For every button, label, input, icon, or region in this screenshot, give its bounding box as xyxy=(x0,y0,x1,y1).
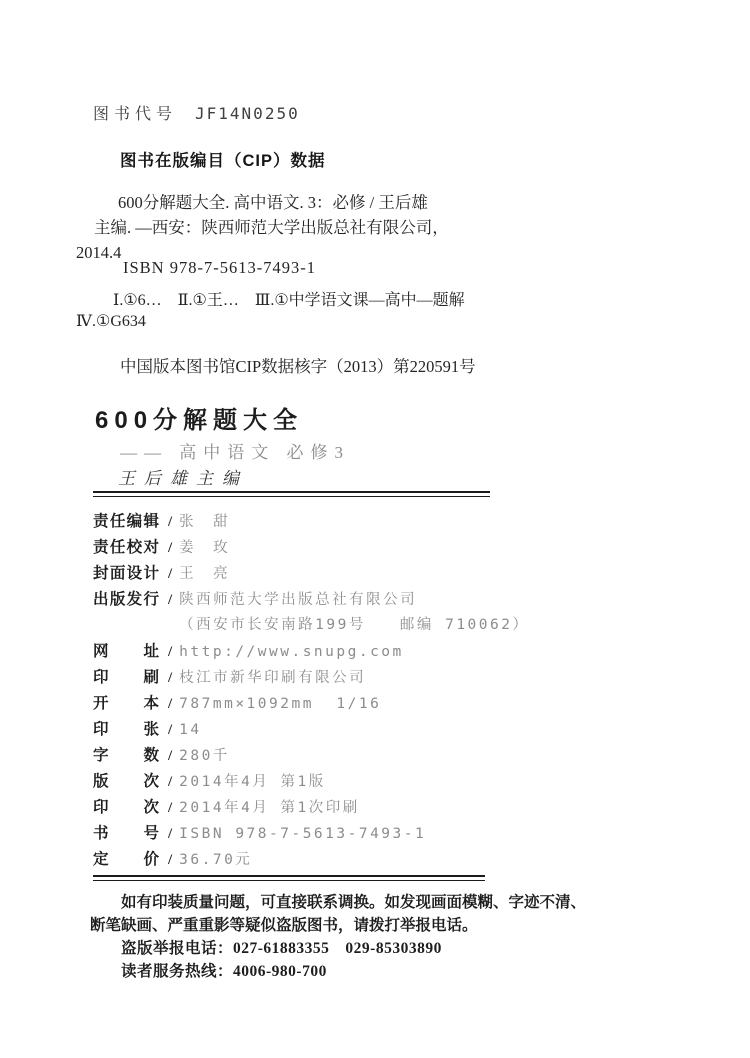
piracy-hotline: 盗版举报电话：027-61883355 029-85303890 xyxy=(121,940,442,957)
info-value: http://www.snupg.com xyxy=(179,644,404,660)
info-label: 版 次 xyxy=(93,773,159,790)
info-label: 责 任 校 对 xyxy=(93,539,159,556)
info-separator: / xyxy=(168,852,173,868)
info-separator: / xyxy=(168,540,173,556)
info-label: 印 次 xyxy=(93,799,159,816)
info-label: 字 数 xyxy=(93,747,159,764)
info-row xyxy=(93,821,529,847)
info-separator: / xyxy=(168,514,173,530)
info-label: 定 价 xyxy=(93,851,159,868)
info-value: 280千 xyxy=(179,748,230,764)
notice-line: 如有印装质量问题，可直接联系调换。如发现画面模糊、字迹不清、 xyxy=(121,894,587,911)
info-label: 印 刷 xyxy=(93,669,159,686)
info-value: 陕西师范大学出版总社有限公司 xyxy=(179,592,418,608)
info-row xyxy=(93,691,529,717)
info-label: 书 号 xyxy=(93,825,159,842)
book-code-line xyxy=(93,101,300,124)
info-row xyxy=(93,769,529,795)
book-code-value: JF14N0250 xyxy=(195,104,300,123)
info-separator: / xyxy=(168,592,173,608)
info-value: 36.70元 xyxy=(179,852,253,868)
notice-line: 断笔缺画、严重重影等疑似盗版图书，请拨打举报电话。 xyxy=(90,917,478,934)
info-row xyxy=(93,665,529,691)
divider-double-rule-bottom xyxy=(93,875,485,881)
isbn-line: ISBN 978-7-5613-7493-1 xyxy=(123,258,316,277)
cip-entry-line: 2014.4 xyxy=(76,243,122,262)
info-label: 出 版 发 行 xyxy=(93,591,159,608)
info-label: 开 本 xyxy=(93,695,159,712)
book-title: 600分解题大全 xyxy=(95,407,304,434)
info-row xyxy=(93,613,529,639)
info-label: 责 任 编 辑 xyxy=(93,513,159,530)
classification-line: Ⅳ.①G634 xyxy=(76,313,146,330)
info-separator: / xyxy=(168,774,173,790)
info-value: 姜 玫 xyxy=(179,540,231,556)
info-row xyxy=(93,743,529,769)
info-row xyxy=(93,639,529,665)
info-row xyxy=(93,717,529,743)
info-row xyxy=(93,587,529,613)
info-value: 张 甜 xyxy=(179,514,231,530)
info-separator: / xyxy=(168,670,173,686)
divider-double-rule-top xyxy=(93,491,490,497)
info-row xyxy=(93,535,529,561)
cip-entry xyxy=(76,190,449,265)
info-separator: / xyxy=(168,644,173,660)
book-code-label: 图书代号 xyxy=(93,106,178,123)
info-value: 王 亮 xyxy=(179,566,231,582)
cip-entry-line: 主编. —西安：陕西师范大学出版总社有限公司， xyxy=(94,218,449,237)
info-label: 印 张 xyxy=(93,721,159,738)
info-separator: / xyxy=(168,826,173,842)
info-separator: / xyxy=(168,696,173,712)
quality-notice xyxy=(90,891,696,983)
cip-record-number: 中国版本图书馆CIP数据核字（2013）第220591号 xyxy=(120,357,476,376)
info-value: 14 xyxy=(179,722,202,738)
info-separator: / xyxy=(168,566,173,582)
info-label: 网 址 xyxy=(93,643,159,660)
info-separator: / xyxy=(168,722,173,738)
cip-classification xyxy=(76,290,465,332)
info-value: 枝江市新华印刷有限公司 xyxy=(179,670,367,686)
service-hotline: 读者服务热线：4006-980-700 xyxy=(121,963,327,980)
info-value: ISBN 978-7-5613-7493-1 xyxy=(179,826,427,842)
info-value: 787mm×1092mm 1/16 xyxy=(179,696,382,712)
info-row xyxy=(93,561,529,587)
cip-entry-line: 600分解题大全. 高中语文. 3：必修 / 王后雄 xyxy=(118,193,428,212)
info-value: 2014年4月 第1次印刷 xyxy=(179,800,360,816)
info-value: （西安市长安南路199号 邮编 710062） xyxy=(179,617,530,633)
info-value: 2014年4月 第1版 xyxy=(179,774,326,790)
info-row xyxy=(93,509,529,535)
publication-info xyxy=(93,509,529,873)
info-row xyxy=(93,795,529,821)
info-label: 封 面 设 计 xyxy=(93,565,159,582)
info-separator: / xyxy=(168,748,173,764)
book-subtitle: —— 高中语文 必修3 xyxy=(120,443,350,462)
info-row xyxy=(93,847,529,873)
info-separator: / xyxy=(168,800,173,816)
classification-line: Ⅰ.①6… Ⅱ.①王… Ⅲ.①中学语文课—高中—题解 xyxy=(113,292,465,309)
cip-heading: 图书在版编目（CIP）数据 xyxy=(120,152,326,170)
book-editor: 王后雄主编 xyxy=(118,469,248,488)
